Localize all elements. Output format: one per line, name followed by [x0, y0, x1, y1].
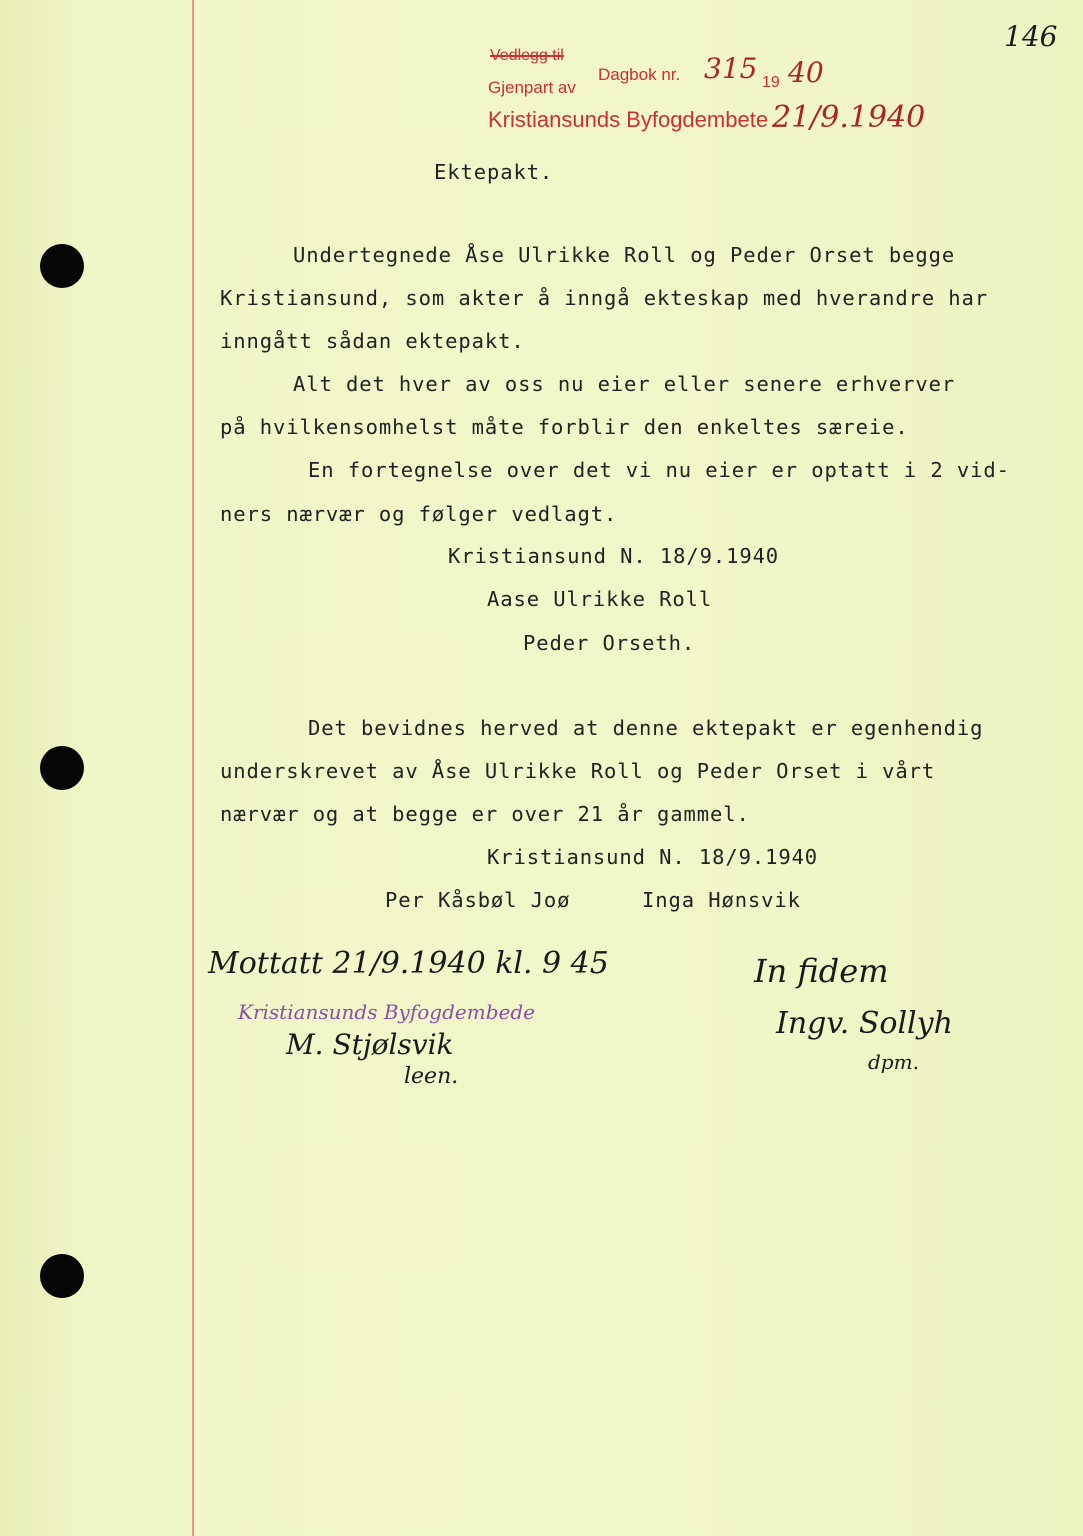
signatory-1: Aase Ulrikke Roll [487, 587, 713, 611]
year-suffix: 40 [788, 56, 824, 89]
vedlegg-til-stamp: Vedlegg til [490, 47, 564, 64]
paragraph-4-line-3: nærvær og at begge er over 21 år gammel. [220, 802, 750, 826]
clerk-signature: M. Stjølsvik [286, 1028, 454, 1061]
paragraph-4-line-2: underskrevet av Åse Ulrikke Roll og Peder Orset i vårt [220, 759, 936, 783]
year-prefix: 19 [762, 74, 780, 91]
place-date-2: Kristiansund N. 18/9.1940 [487, 845, 819, 869]
paragraph-4-line-1: Det bevidnes herved at denne ektepakt er egenhendig [308, 716, 984, 740]
punch-hole-bottom [40, 1254, 84, 1298]
page-number: 146 [1004, 20, 1058, 53]
margin-line [192, 0, 194, 1536]
right-signature: Ingv. Sollyh [776, 1006, 953, 1041]
signatory-2: Peder Orseth. [523, 631, 696, 655]
office-stamp-purple: Kristiansunds Byfogdembede [238, 1000, 535, 1024]
gjenpart-av-stamp: Gjenpart av [488, 78, 576, 97]
dagbok-label: Dagbok nr. [598, 65, 681, 84]
paragraph-3-line-1: En fortegnelse over det vi nu eier er optatt i 2 vid- [308, 458, 1010, 482]
in-fidem-note: In fidem [754, 952, 889, 990]
clerk-title: leen. [404, 1064, 459, 1089]
witness-2: Inga Hønsvik [642, 888, 801, 912]
received-note: Mottatt 21/9.1940 kl. 9 45 [208, 946, 609, 981]
witness-1: Per Kåsbøl Joø [385, 888, 571, 912]
office-stamp: Kristiansunds Byfogdembete [488, 107, 769, 132]
document-title: Ektepakt. [434, 160, 554, 184]
paragraph-2-line-2: på hvilkensomhelst måte forblir den enkeltes særeie. [220, 415, 909, 439]
paragraph-2-line-1: Alt det hver av oss nu eier eller senere erhverver [293, 372, 956, 396]
dagbok-number: 315 [704, 52, 758, 85]
punch-hole-top [40, 244, 84, 288]
receipt-date: 21/9.1940 [772, 100, 926, 135]
place-date-1: Kristiansund N. 18/9.1940 [448, 544, 780, 568]
paragraph-1-line-3: inngått sådan ektepakt. [220, 329, 525, 353]
right-title: dpm. [868, 1050, 919, 1074]
paragraph-1-line-1: Undertegnede Åse Ulrikke Roll og Peder Orset begge [293, 243, 956, 267]
paragraph-3-line-2: ners nærvær og følger vedlagt. [220, 502, 618, 526]
paragraph-1-line-2: Kristiansund, som akter å inngå ekteskap med hverandre har [220, 286, 989, 310]
punch-hole-middle [40, 746, 84, 790]
